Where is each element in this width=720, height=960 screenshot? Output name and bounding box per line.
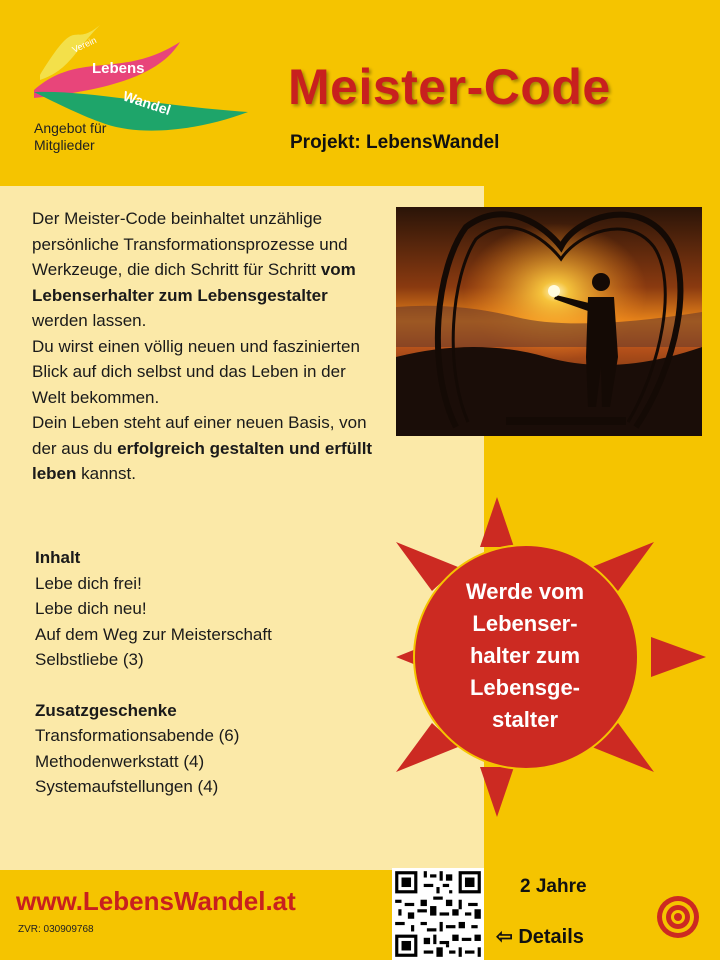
content-list <box>35 545 272 800</box>
sun-slogan <box>440 576 610 736</box>
content-item: Selbstliebe (3) <box>35 650 144 669</box>
zvr-number: ZVR: 030909768 <box>18 924 94 935</box>
desc-p3-bold: erfolgreich gestalten und erfüllt leben <box>32 438 373 483</box>
content-item: Lebe dich neu! <box>35 599 147 618</box>
project-subtitle: Projekt: LebensWandel <box>290 132 500 153</box>
slogan-line: halter zum <box>469 643 581 668</box>
desc-p3-end: kannst. <box>76 464 136 483</box>
content-item: Lebe dich frei! <box>35 573 142 593</box>
extras-item: Systemaufstellungen (4) <box>35 777 219 796</box>
logo-wandel-text: Wandel <box>121 87 173 119</box>
sun-ray <box>480 497 514 547</box>
desc-p3: Dein Leben steht auf einer neuen Basis, von der aus du <box>32 413 367 458</box>
details-link[interactable]: ⇦ Details <box>496 926 584 948</box>
sun-ray <box>480 767 514 817</box>
desc-p1-end: werden lassen. <box>32 311 147 330</box>
extras-heading: Zusatzgeschenke <box>35 700 177 720</box>
desc-p2: Du wirst einen völlig neuen und faszinierten Blick auf dich selbst und das Leben in der Welt bekommen. <box>32 336 360 407</box>
website-link[interactable]: www.LebensWandel.at <box>16 886 296 916</box>
logo-verein-text: Verein <box>70 34 98 55</box>
slogan-line: stalter <box>491 707 559 732</box>
slogan-line: Lebenser- <box>472 611 578 636</box>
page-title: Meister-Code <box>288 59 611 115</box>
content-item: Auf dem Weg zur Meisterschaft <box>35 624 272 644</box>
desc-p1: Der Meister-Code beinhaltet unzählige persönliche Transformationsprozesse und Werkzeuge, die dich Schritt für Schritt <box>32 209 348 279</box>
slogan-line: Werde vom <box>465 579 585 604</box>
member-offer-note <box>34 120 106 154</box>
logo-lebens-text: Lebens <box>92 60 145 77</box>
extras-item: Methodenwerkstatt (4) <box>35 751 205 771</box>
sun-ray <box>651 637 706 677</box>
content-heading: Inhalt <box>35 548 81 567</box>
duration-label: 2 Jahre <box>520 876 587 897</box>
target-icon <box>656 895 700 939</box>
sunset-heart-photo <box>396 207 702 436</box>
offer-line-2: Mitglieder <box>34 137 95 153</box>
extras-item: Transformationsabende (6) <box>35 726 240 745</box>
qr-code[interactable] <box>392 868 484 960</box>
description-text <box>32 206 382 487</box>
desc-p1-bold: vom Lebenserhalter zum Lebensgestalter <box>32 260 356 305</box>
slogan-line: Lebensge- <box>469 675 581 700</box>
offer-line-1: Angebot für <box>34 120 107 136</box>
